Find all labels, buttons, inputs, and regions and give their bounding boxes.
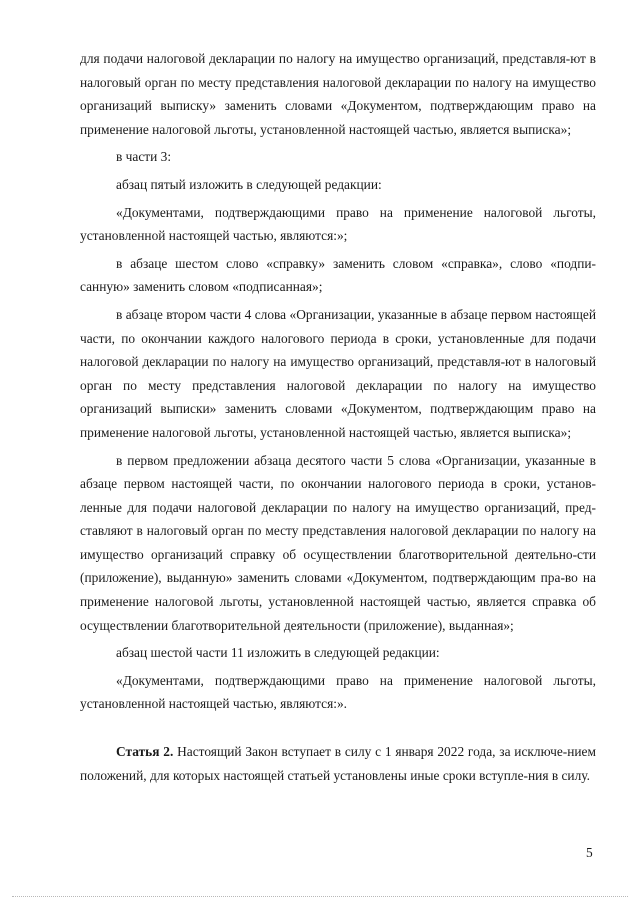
document-page [80,47,596,791]
paragraph-part-5: в первом предложении абзаца десятого части 5 слова «Организации, указанные в абзаце первом настоящей части, по окончании налогового периода в сроки, установ-ленные для подачи налоговой декларации по налогу на имущество организаций, пред-ставляют в налоговый орган по месту представления налоговой декларации по налогу на имущество организаций справку об осуществлении благотворительной деятельно-сти (приложение), выданную» заменить словами «Документом, подтверждающим пра-во на применение налоговой льготы, установленной настоящей частью, является справка об осуществлении благотворительной деятельности (приложение), выданная»; [80,452,596,633]
paragraph-part-3: в части 3: [116,149,172,165]
article-2 [80,740,596,787]
paragraph-quote-documents: «Документами, подтверждающими право на применение налоговой льготы, установленной настоящей частью, являются:»; [80,204,596,244]
section-spacer [80,720,596,740]
paragraph-abzac-5: абзац пятый изложить в следующей редакции: [116,176,382,192]
article-number: Статья 2. [116,744,174,760]
paragraph-part-11: абзац шестой части 11 изложить в следующей редакции: [116,645,440,661]
article-text: Настоящий Закон вступает в силу с 1 января 2022 года, за исключе-нием положений, для которых настоящей статьей установлены иные сроки вступле-ния в силу. [80,744,596,783]
paragraph-quote-documents-2: «Документами, подтверждающими право на применение налоговой льготы, установленной настоящей частью, являются:». [80,672,596,712]
paragraph-continuation: для подачи налоговой декларации по налогу на имущество организаций, представля-ют в налоговый орган по месту представления налоговой декларации по налогу на имущество организаций выписку» заменить словами «Документом, подтверждающим право на применение налоговой льготы, установленной настоящей частью, является выписка»; [80,51,596,137]
paragraph-abzac-6: в абзаце шестом слово «справку» заменить словом «справка», слово «подпи-санную» заменить словом «подписанная»; [80,255,596,295]
page-number: 5 [586,845,593,860]
page-bottom-edge [12,896,628,897]
paragraph-part-4: в абзаце втором части 4 слова «Организации, указанные в абзаце первом настоящей части, по окончании каждого налогового периода в сроки, установленные для подачи налоговой декларации по налогу на имущество организаций, представля-ют в налоговый орган по месту представления налоговой декларации по налогу на имущество организаций выписки» заменить словами «Документом, подтверждающим право на применение налоговой льготы, установленной настоящей частью, является выписка»; [80,306,596,440]
